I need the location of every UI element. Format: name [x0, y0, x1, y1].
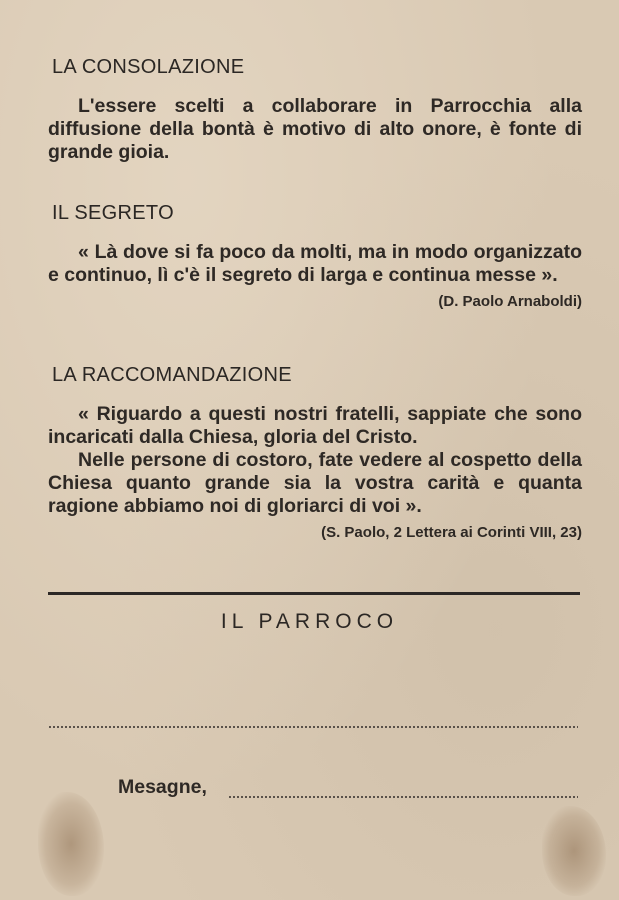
heading-consolazione: LA CONSOLAZIONE	[52, 56, 245, 78]
attribution-arnaboldi: (D. Paolo Arnaboldi)	[438, 293, 582, 310]
text-raccomandazione-2: Nelle persone di costoro, fate vedere al cospetto della Chiesa quanto grande sia la vostra carità e quanta ragione abbiamo noi di gloriarci di voi ».	[48, 449, 582, 517]
signature-title: IL PARROCO	[220, 610, 399, 633]
date-dotted-line	[228, 796, 578, 798]
heading-segreto: IL SEGRETO	[52, 202, 174, 224]
place-date-row	[118, 776, 580, 802]
section-consolazione	[48, 56, 582, 164]
text-raccomandazione-1: « Riguardo a questi nostri fratelli, sappiate che sono incaricati dalla Chiesa, gloria del Cristo.	[48, 403, 582, 448]
stain-right	[542, 806, 606, 896]
text-consolazione: L'essere scelti a collaborare in Parrocchia alla diffusione della bontà è motivo di alto onore, è fonte di grande gioia.	[48, 95, 582, 163]
text-segreto: « Là dove si fa poco da molti, ma in modo organizzato e continuo, lì c'è il segreto di larga e continua messe ».	[48, 241, 582, 286]
divider-rule	[48, 592, 580, 595]
attribution-san-paolo: (S. Paolo, 2 Lettera ai Corinti VIII, 23)	[321, 524, 582, 541]
place-label: Mesagne,	[118, 776, 207, 798]
stain-left	[38, 792, 104, 896]
heading-raccomandazione: LA RACCOMANDAZIONE	[52, 364, 292, 386]
section-segreto	[48, 202, 582, 310]
section-raccomandazione	[48, 364, 582, 541]
signature-dotted-line	[48, 726, 578, 728]
